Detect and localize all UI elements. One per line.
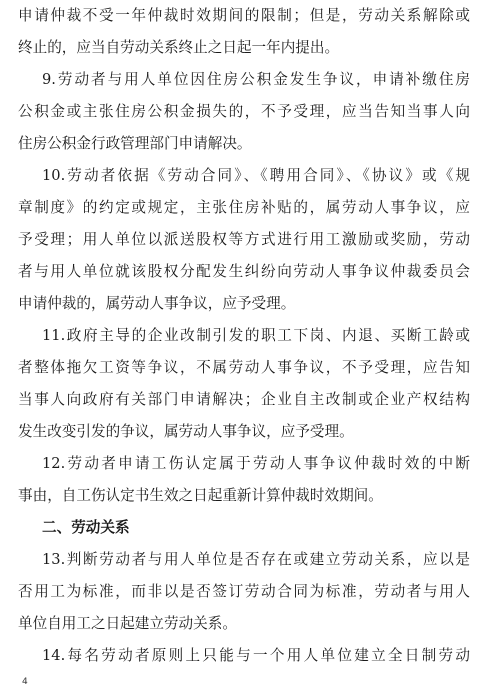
paragraph-9-line-3: 住房公积金行政管理部门申请解决。	[18, 135, 252, 152]
paragraph-9-line-2: 公积金或主张住房公积金损失的，不予受理，应当告知当事人向	[18, 103, 470, 120]
paragraph-11-line-4: 发生改变引发的争议，属劳动人事争议，应予受理。	[18, 423, 354, 440]
paragraph-10-line-1: 10.劳动者依据《劳动合同》、《聘用合同》、《协议》或《规	[42, 167, 470, 184]
paragraph-9-line-1: 9.劳动者与用人单位因住房公积金发生争议，申请补缴住房	[42, 71, 470, 88]
paragraph-12-line-1: 12.劳动者申请工伤认定属于劳动人事争议仲裁时效的中断	[42, 455, 470, 472]
paragraph-11-line-2: 者整体拖欠工资等争议，不属劳动人事争议，不予受理，应告知	[18, 359, 470, 376]
paragraph-13-line-3: 单位自用工之日起建立劳动关系。	[18, 615, 237, 632]
page-number: 4	[22, 677, 28, 687]
paragraph-13-line-2: 否用工为标准，而非以是否签订劳动合同为标准，劳动者与用人	[18, 583, 470, 600]
paragraph-11-line-3: 当事人向政府有关部门申请解决；企业自主改制或企业产权结构	[18, 391, 470, 408]
paragraph-10-line-2: 章制度》的约定或规定，主张住房补贴的，属劳动人事争议，应	[18, 199, 470, 216]
paragraph-10-line-3: 予受理；用人单位以派送股权等方式进行用工激励或奖励，劳动	[18, 231, 470, 248]
paragraph-14-line-1: 14.每名劳动者原则上只能与一个用人单位建立全日制劳动	[42, 647, 470, 664]
paragraph-10-line-4: 者与用人单位就该股权分配发生纠纷向劳动人事争议仲裁委员会	[18, 263, 470, 280]
paragraph-13-line-1: 13.判断劳动者与用人单位是否存在或建立劳动关系，应以是	[42, 551, 470, 568]
paragraph-8-line-3: 终止的，应当自劳动关系终止之日起一年内提出。	[18, 39, 340, 56]
paragraph-10-line-5: 申请仲裁的，属劳动人事争议，应予受理。	[18, 295, 296, 312]
section-heading-labor-relations: 二、劳动关系	[42, 519, 130, 536]
paragraph-11-line-1: 11.政府主导的企业改制引发的职工下岗、内退、买断工龄或	[42, 327, 470, 344]
paragraph-8-line-2: 申请仲裁不受一年仲裁时效期间的限制；但是，劳动关系解除或	[18, 7, 470, 24]
paragraph-12-line-2: 事由，自工伤认定书生效之日起重新计算仲裁时效期间。	[18, 487, 383, 504]
